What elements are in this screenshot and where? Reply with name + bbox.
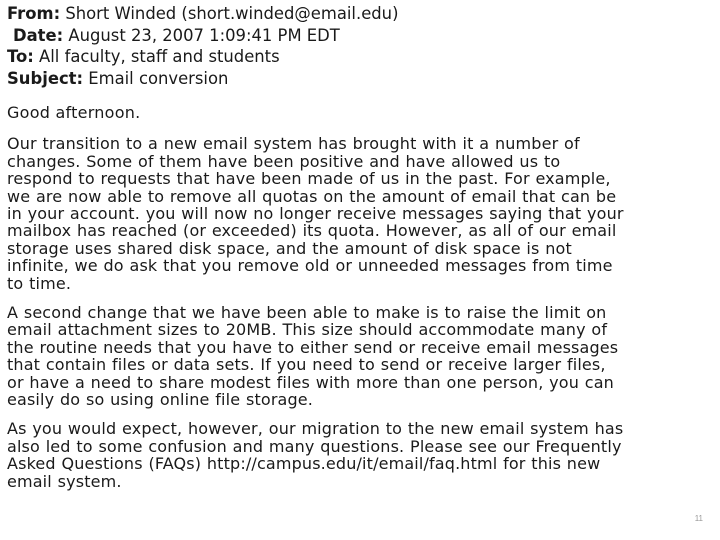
paragraph-line: mailbox has reached (or exceeded) its quota. However, as all of our email — [7, 221, 617, 241]
paragraph-line: Our transition to a new email system has brought with it a number of — [7, 134, 580, 154]
paragraph-line: the routine needs that you have to either send or receive email messages — [7, 337, 619, 357]
email-subject-row — [7, 68, 711, 90]
paragraph-line: in your account. you will now no longer receive messages saying that your — [7, 204, 624, 223]
email-date-row — [7, 25, 711, 47]
paragraph-line: or have a need to share modest files with more than one person, you can — [7, 372, 614, 392]
paragraph-line: changes. Some of them have been positive and have allowed us to — [7, 151, 561, 171]
from-value: Short Winded (short.winded@email.edu) — [60, 4, 399, 23]
email-body — [7, 135, 711, 490]
paragraph-line: Asked Questions (FAQs) http://campus.edu/it/email/faq.html for this new — [7, 454, 601, 474]
body-paragraph-1 — [7, 135, 711, 292]
paragraph-line: As you would expect, however, our migration to the new email system has — [7, 419, 624, 439]
email-document — [7, 3, 711, 490]
paragraph-line: that contain files or data sets. If you need to send or receive larger files, — [7, 355, 606, 375]
paragraph-line: we are now able to remove all quotas on the amount of email that can be — [7, 186, 617, 206]
to-label: To: — [7, 47, 34, 67]
body-paragraph-3 — [7, 420, 711, 490]
body-paragraph-2 — [7, 304, 711, 408]
from-label: From: — [7, 4, 61, 23]
email-to-row — [7, 46, 711, 68]
page-number: 11 — [694, 514, 703, 523]
paragraph-line: A second change that we have been able to make is to raise the limit on — [7, 303, 607, 323]
subject-value: Email conversion — [83, 68, 229, 88]
paragraph-line: infinite, we do ask that you remove old or unneeded messages from time — [7, 256, 613, 276]
date-label: Date: — [13, 25, 64, 45]
paragraph-line: respond to requests that have been made of us in the past. For example, — [7, 169, 611, 189]
subject-label: Subject: — [7, 68, 84, 88]
paragraph-line: email system. — [7, 471, 122, 491]
paragraph-line: also led to some confusion and many questions. Please see our Frequently — [7, 436, 622, 456]
date-value: August 23, 2007 1:09:41 PM EDT — [63, 25, 340, 45]
email-from-row — [7, 3, 711, 25]
paragraph-line: email attachment sizes to 20MB. This size should accommodate many of — [7, 320, 608, 340]
paragraph-line: easily do so using online file storage. — [7, 390, 314, 410]
to-value: All faculty, staff and students — [33, 47, 280, 67]
greeting: Good afternoon. — [7, 103, 141, 123]
paragraph-line: storage uses shared disk space, and the amount of disk space is not — [7, 238, 572, 258]
paragraph-line: to time. — [7, 273, 72, 293]
